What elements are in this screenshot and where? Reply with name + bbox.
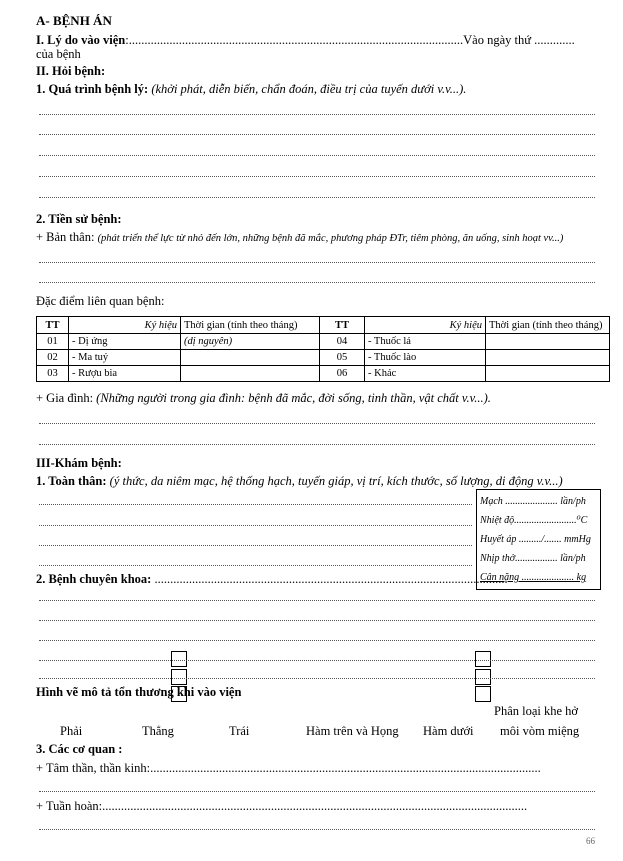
organs-title: 3. Các cơ quan :	[36, 742, 123, 756]
factor-cell	[69, 350, 181, 366]
factor-label: - Khác	[368, 368, 397, 379]
blood-pressure-field[interactable]: Huyết áp ........./....... mmHg	[480, 534, 591, 545]
write-line[interactable]	[39, 545, 472, 546]
factor-label: - Dị ứng	[72, 336, 108, 347]
reason-line	[36, 33, 596, 48]
write-line[interactable]	[39, 525, 472, 526]
circulation-line	[36, 799, 596, 814]
specialty-dots[interactable]: .................................................................................................................	[154, 572, 508, 586]
drawing-title: Hình vẽ mô tả tổn thương khi vào viện	[36, 685, 242, 699]
general-line	[36, 474, 563, 489]
label-upper-jaw: Hàm trên và Họng	[306, 724, 399, 738]
reason-dots[interactable]: :...........................................................................................................Vào ngày thứ .............	[125, 33, 575, 47]
factor-cell	[365, 334, 486, 350]
label-lower-jaw: Hàm dưới	[423, 724, 474, 738]
write-line[interactable]	[39, 134, 595, 135]
page-number: 66	[586, 836, 595, 846]
table-row	[37, 350, 610, 366]
duration-cell[interactable]: (dị nguyên)	[181, 334, 320, 350]
label-left: Trái	[229, 724, 250, 738]
past-history-label: 2. Tiền sử bệnh:	[36, 212, 122, 226]
mental-dots[interactable]: .............................................................................................................................	[150, 761, 541, 775]
write-line[interactable]	[39, 565, 472, 566]
self-hint: (phát triển thể lực từ nhỏ đến lớn, những bệnh đã mắc, phương pháp ĐTr, tiêm phòng, ăn uống, sinh hoạt vv...)	[97, 233, 564, 244]
features-label: Đặc điểm liên quan bệnh:	[36, 294, 165, 308]
header-tt: TT	[320, 317, 365, 334]
write-line[interactable]	[39, 620, 595, 621]
factor-label: - Thuốc lá	[368, 336, 411, 347]
header-duration: Thời gian (tính theo tháng)	[486, 317, 610, 334]
course-hint: (khởi phát, diễn biến, chẩn đoán, điều trị của tuyến dưới v.v...).	[151, 82, 467, 96]
circulation-dots[interactable]: ........................................................................................................................................	[102, 799, 528, 813]
duration-cell[interactable]	[486, 334, 610, 350]
pulse-field[interactable]: Mạch ..................... lần/ph	[480, 496, 586, 507]
circulation-label: + Tuần hoàn:	[36, 799, 103, 813]
family-label: + Gia đình:	[36, 391, 94, 405]
label-right: Phải	[60, 724, 83, 738]
header-tt: TT	[37, 317, 69, 334]
factor-cell	[365, 350, 486, 366]
reason-continued: của bệnh	[36, 47, 81, 61]
write-line[interactable]	[39, 640, 595, 641]
duration-cell[interactable]	[486, 366, 610, 382]
temperature-field[interactable]: Nhiệt độ.........................⁰C	[480, 515, 588, 526]
respiration-field[interactable]: Nhịp thở................. lần/ph	[480, 553, 586, 564]
mental-label: + Tâm thần, thần kinh:	[36, 761, 151, 775]
label-front: Thẳng	[142, 724, 174, 738]
row-number: 01	[37, 334, 69, 350]
cleft-label-top: Phân loại khe hở	[494, 704, 579, 718]
write-line[interactable]	[39, 660, 595, 661]
factor-label: - Thuốc lào	[368, 352, 417, 363]
write-line[interactable]	[39, 282, 595, 283]
duration-cell[interactable]	[181, 366, 320, 382]
row-number: 05	[320, 350, 365, 366]
write-line[interactable]	[39, 176, 595, 177]
exam-title: III-Khám bệnh:	[36, 456, 122, 470]
write-line[interactable]	[39, 423, 595, 424]
row-number: 03	[37, 366, 69, 382]
write-line[interactable]	[39, 678, 595, 679]
general-label: 1. Toàn thân:	[36, 474, 107, 488]
factor-cell	[69, 334, 181, 350]
factor-label: - Ma tuý	[72, 352, 109, 363]
row-number: 06	[320, 366, 365, 382]
write-line[interactable]	[39, 155, 595, 156]
course-label: 1. Quá trình bệnh lý:	[36, 82, 149, 96]
write-line[interactable]	[39, 829, 595, 830]
factor-label: - Rượu bia	[72, 368, 118, 379]
general-hint: (ý thức, da niêm mạc, hệ thống hạch, tuyến giáp, vị trí, kích thước, số lượng, di động v.v...)	[109, 474, 563, 488]
self-label: + Bản thân:	[36, 230, 95, 244]
self-line	[36, 230, 563, 245]
write-line[interactable]	[39, 114, 595, 115]
header-symbol: Ký hiệu	[69, 317, 181, 334]
course-line	[36, 82, 466, 97]
family-hint: (Những người trong gia đình: bệnh đã mắc, đời sống, tinh thần, vật chất v.v...).	[96, 391, 491, 405]
risk-factor-table	[36, 316, 610, 382]
table-row	[37, 334, 610, 350]
reason-label: I. Lý do vào viện	[36, 33, 126, 47]
write-line[interactable]	[39, 197, 595, 198]
header-duration: Thời gian (tính theo tháng)	[181, 317, 320, 334]
factor-cell	[69, 366, 181, 382]
family-line	[36, 391, 491, 406]
row-number: 02	[37, 350, 69, 366]
specialty-label: 2. Bệnh chuyên khoa:	[36, 572, 152, 586]
specialty-line	[36, 572, 596, 587]
history-title: II. Hỏi bệnh:	[36, 64, 106, 78]
duration-cell[interactable]	[181, 350, 320, 366]
table-row	[37, 366, 610, 382]
write-line[interactable]	[39, 262, 595, 263]
row-number: 04	[320, 334, 365, 350]
mental-line	[36, 761, 596, 776]
write-line[interactable]	[39, 600, 595, 601]
header-symbol: Ký hiệu	[365, 317, 486, 334]
section-title: A- BỆNH ÁN	[36, 13, 112, 28]
write-line[interactable]	[39, 444, 595, 445]
write-line[interactable]	[39, 791, 595, 792]
weight-field[interactable]: Cân nặng ..................... kg	[480, 572, 587, 583]
duration-cell[interactable]	[486, 350, 610, 366]
cleft-label-bottom: môi vòm miệng	[500, 724, 580, 738]
factor-cell	[365, 366, 486, 382]
write-line[interactable]	[39, 504, 472, 505]
